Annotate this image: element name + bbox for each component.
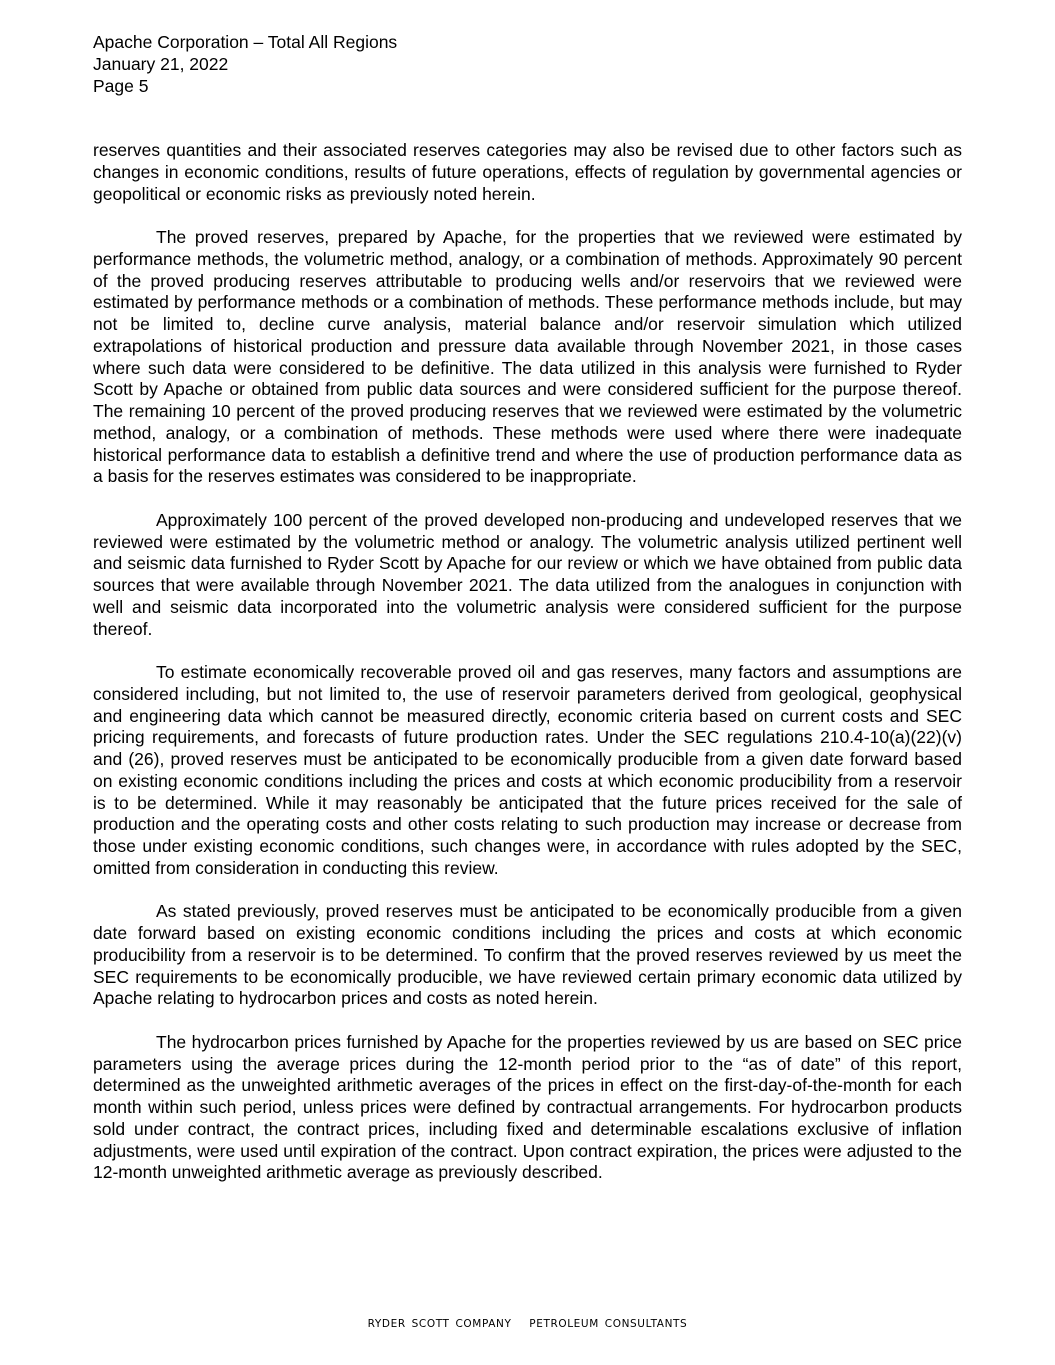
header-page-number: Page 5: [93, 76, 149, 96]
paragraph-proved-reserves-methods: The proved reserves, prepared by Apache, for the properties that we reviewed were estimated by performance methods, the volumetric method, analogy, or a combination of methods. Approximately 90 percent of the proved producing reserves attributable to producing wells and/or reservoirs that we reviewed were estimated by performance methods or a combination of methods. These performance methods include, but may not be limited to, decline curve analysis, material balance and/or reservoir simulation which utilized extrapolations of historical production and pressure data available through November 2021, in those cases where such data were considered to be definitive. The data utilized in this analysis were furnished to Ryder Scott by Apache or obtained from public data sources and were considered sufficient for the purpose thereof. The remaining 10 percent of the proved producing reserves that we reviewed were estimated by the volumetric method, analogy, or a combination of methods. These methods were used where there were inadequate historical performance data to establish a definitive trend and where the use of production performance data as a basis for the reserves estimates was considered to be inappropriate.: [93, 227, 962, 487]
header-date: January 21, 2022: [93, 54, 229, 74]
page-header: [93, 31, 397, 97]
paragraph-non-producing-reserves: Approximately 100 percent of the proved developed non-producing and undeveloped reserves that we reviewed were estimated by the volumetric method or analogy. The volumetric analysis utilized pertinent well and seismic data furnished to Ryder Scott by Apache for our review or which we have obtained from public data sources that were available through November 2021. The data utilized from the analogues in conjunction with well and seismic data incorporated into the volumetric analysis were considered sufficient for the purpose thereof.: [93, 509, 962, 639]
header-company-line: Apache Corporation – Total All Regions: [93, 32, 398, 52]
paragraph-hydrocarbon-prices: The hydrocarbon prices furnished by Apache for the properties reviewed by us are based on SEC price parameters using the average prices during the 12-month period prior to the “as of date” of this report, determined as the unweighted arithmetic averages of the prices in effect on the first-day-of-the-month for each month within such period, unless prices were defined by contractual arrangements. For hydrocarbon products sold under contract, the contract prices, including fixed and determinable escalations exclusive of inflation adjustments, were used until expiration of the contract. Upon contract expiration, the prices were adjusted to the 12-month unweighted arithmetic average as previously described.: [93, 1031, 962, 1183]
paragraph-continuation: reserves quantities and their associated reserves categories may also be revised due to other factors such as changes in economic conditions, results of future operations, effects of regulation by governmental agencies or geopolitical or economic risks as previously noted herein.: [93, 140, 962, 204]
paragraph-sec-requirements: As stated previously, proved reserves must be anticipated to be economically producible from a given date forward based on existing economic conditions including the prices and costs at which economic producibility from a reservoir is to be determined. To confirm that the proved reserves reviewed by us meet the SEC requirements to be economically producible, we have reviewed certain primary economic data utilized by Apache relating to hydrocarbon prices and costs as noted herein.: [93, 901, 962, 1009]
page-footer: RYDER SCOTT COMPANY PETROLEUM CONSULTANTS: [367, 1318, 688, 1330]
document-body: [93, 140, 962, 1206]
paragraph-economic-recoverability: To estimate economically recoverable proved oil and gas reserves, many factors and assumptions are considered including, but not limited to, the use of reservoir parameters derived from geological, geophysical and engineering data which cannot be measured directly, economic criteria based on current costs and SEC pricing requirements, and forecasts of future production rates. Under the SEC regulations 210.4-10(a)(22)(v) and (26), proved reserves must be anticipated to be economically producible from a given date forward based on existing economic conditions including the prices and costs at which economic producibility from a reservoir is to be determined. While it may reasonably be anticipated that the future prices received for the sale of production and the operating costs and other costs relating to such production may increase or decrease from those under existing economic conditions, such changes were, in accordance with rules adopted by the SEC, omitted from consideration in conducting this review.: [93, 662, 962, 878]
